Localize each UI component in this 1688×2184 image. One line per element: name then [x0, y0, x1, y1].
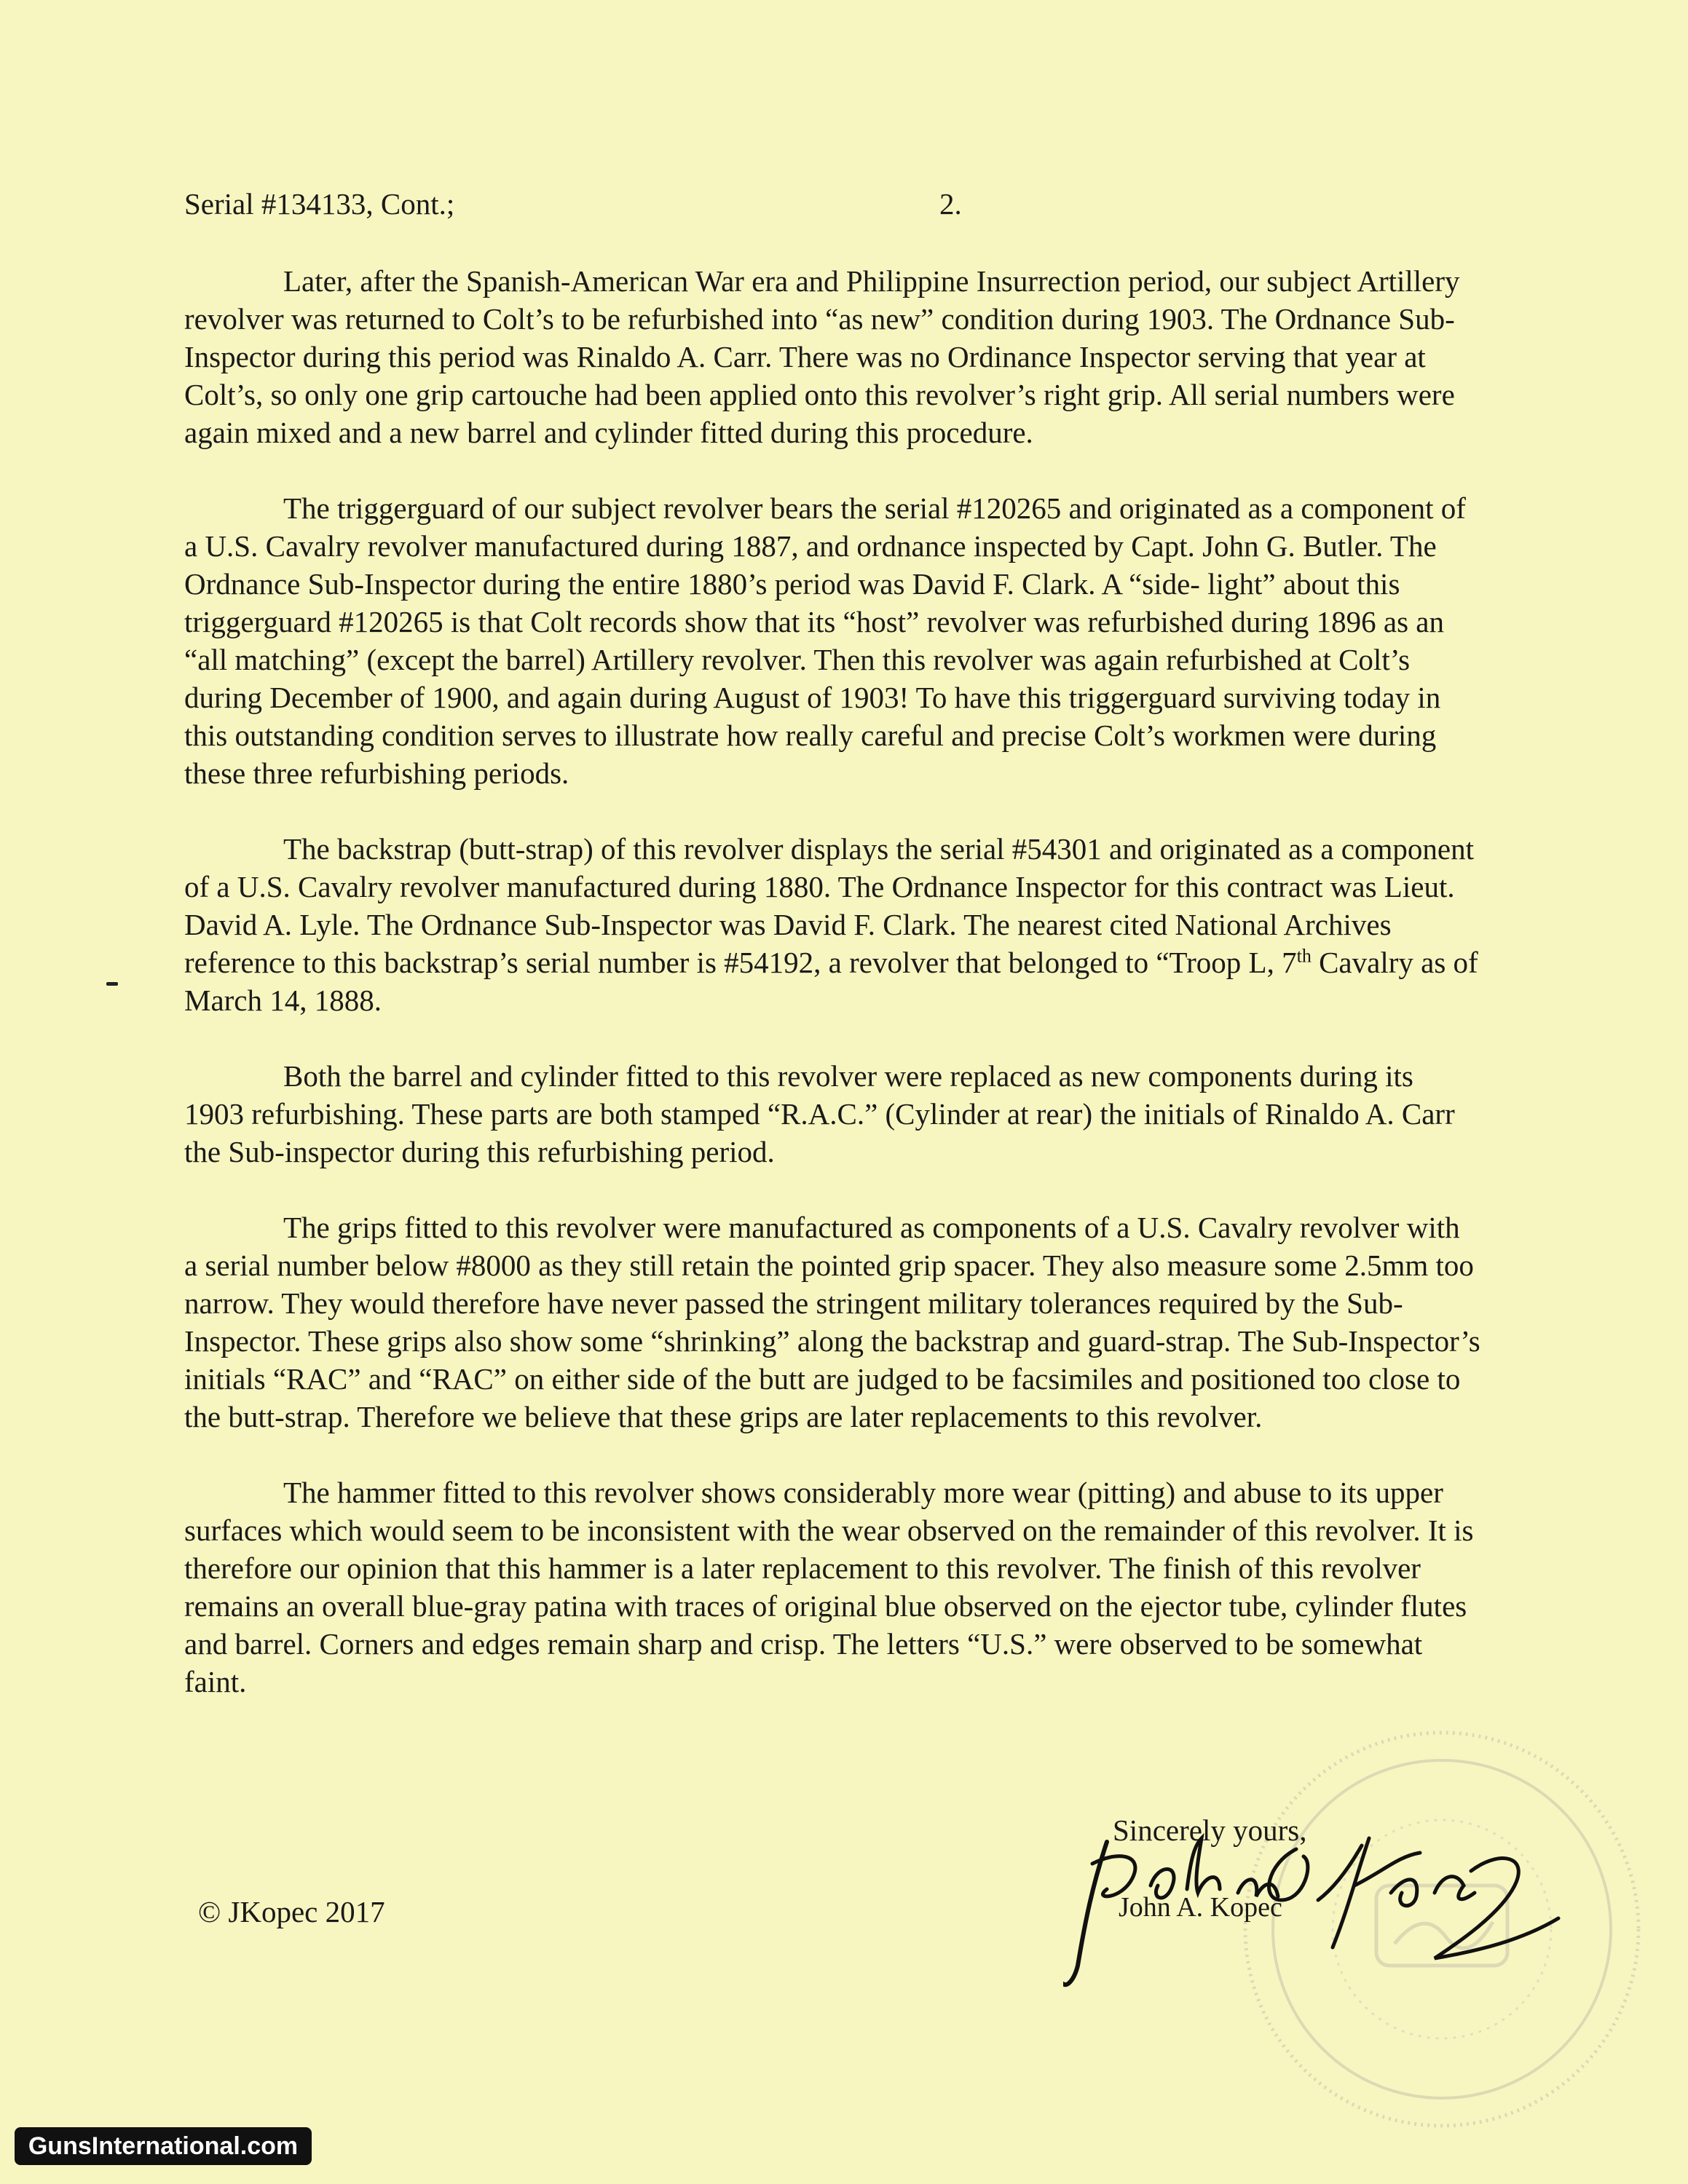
paragraph-barrel-cylinder: Both the barrel and cylinder fitted to this revolver were replaced as new components during its 1903 refurbishing. These parts are both stamped “R.A.C.” (Cylinder at rear) the initials of Rinaldo A. Carr the Sub-inspector during this refurbishing period. [184, 1059, 1455, 1168]
letter-body [184, 262, 1480, 1701]
paragraph-backstrap [184, 830, 1480, 1019]
page-number: 2. [939, 187, 962, 221]
site-watermark [15, 2127, 312, 2165]
signer-name: John A. Kopec [1119, 1892, 1282, 1923]
paragraph-refurbishing: Later, after the Spanish-American War era and Philippine Insurrection period, our subject Artillery revolver was returned to Colt’s to be refurbished into “as new” condition during 1903. The Ordnance Sub-Inspector during this period was Rinaldo A. Carr. There was no Ordinance Inspector serving that year at Colt’s, so only one grip cartouche had been applied onto this revolver’s right grip. All serial numbers were again mixed and a new barrel and cylinder fitted during this procedure. [184, 264, 1460, 449]
header-serial: Serial #134133, Cont.; [184, 187, 455, 221]
handwritten-signature [1063, 1820, 1573, 1987]
ordinal-superscript: th [1296, 945, 1312, 967]
paragraph-grips: The grips fitted to this revolver were manufactured as components of a U.S. Cavalry revolver with a serial number below #8000 as they still retain the pointed grip spacer. They also measure some 2.5mm too narrow. They would therefore have never passed the stringent military tolerances required by the Sub-Inspector. These grips also show some “shrinking” along the backstrap and guard-strap. The Sub-Inspector’s initials “RAC” and “RAC” on either side of the butt are judged to be facsimiles and positioned too close to the butt-strap. Therefore we believe that these grips are later replacements to this revolver. [184, 1211, 1480, 1433]
closing-salutation: Sincerely yours, [1113, 1813, 1307, 1847]
watermark-text: GunsInternational.com [28, 2132, 299, 2160]
paragraph-hammer: The hammer fitted to this revolver shows considerably more wear (pitting) and abuse to its upper surfaces which would seem to be inconsistent with the wear observed on the remainder of this revolver. It is therefore our opinion that this hammer is a later replacement to this revolver. The finish of this revolver remains an overall blue-gray patina with traces of original blue observed on the ejector tube, cylinder flutes and barrel. Corners and edges remain sharp and crisp. The letters “U.S.” were observed to be somewhat faint. [184, 1476, 1474, 1698]
paragraph-triggerguard: The triggerguard of our subject revolver bears the serial #120265 and originated as a component of a U.S. Cavalry revolver manufactured during 1887, and ordnance inspected by Capt. John G. Butler. The Ordnance Sub-Inspector during the entire 1880’s period was David F. Clark. A “side- light” about this triggerguard #120265 is that Colt records show that its “host” revolver was refurbished during 1896 as an “all matching” (except the barrel) Artillery revolver. Then this revolver was again refurbished at Colt’s during December of 1900, and again during August of 1903! To have this triggerguard surviving today in this outstanding condition serves to illustrate how really careful and precise Colt’s workmen were during these three refurbishing periods. [184, 491, 1466, 790]
copyright-notice: © JKopec 2017 [198, 1895, 385, 1928]
paragraph-backstrap-tail: Cavalry as of March 14, 1888. [184, 946, 1478, 1017]
paragraph-backstrap-text: The backstrap (butt-strap) of this revolver displays the serial #54301 and originated as a component of a U.S. Cavalry revolver manufactured during 1880. The Ordnance Inspector for this contract was Lieut. David A. Lyle. The Ordnance Sub-Inspector was David F. Clark. The nearest cited National Archives reference to this backstrap’s serial number is #54192, a revolver that belonged to “Troop L, 7 [184, 832, 1474, 979]
stray-mark [106, 982, 118, 986]
